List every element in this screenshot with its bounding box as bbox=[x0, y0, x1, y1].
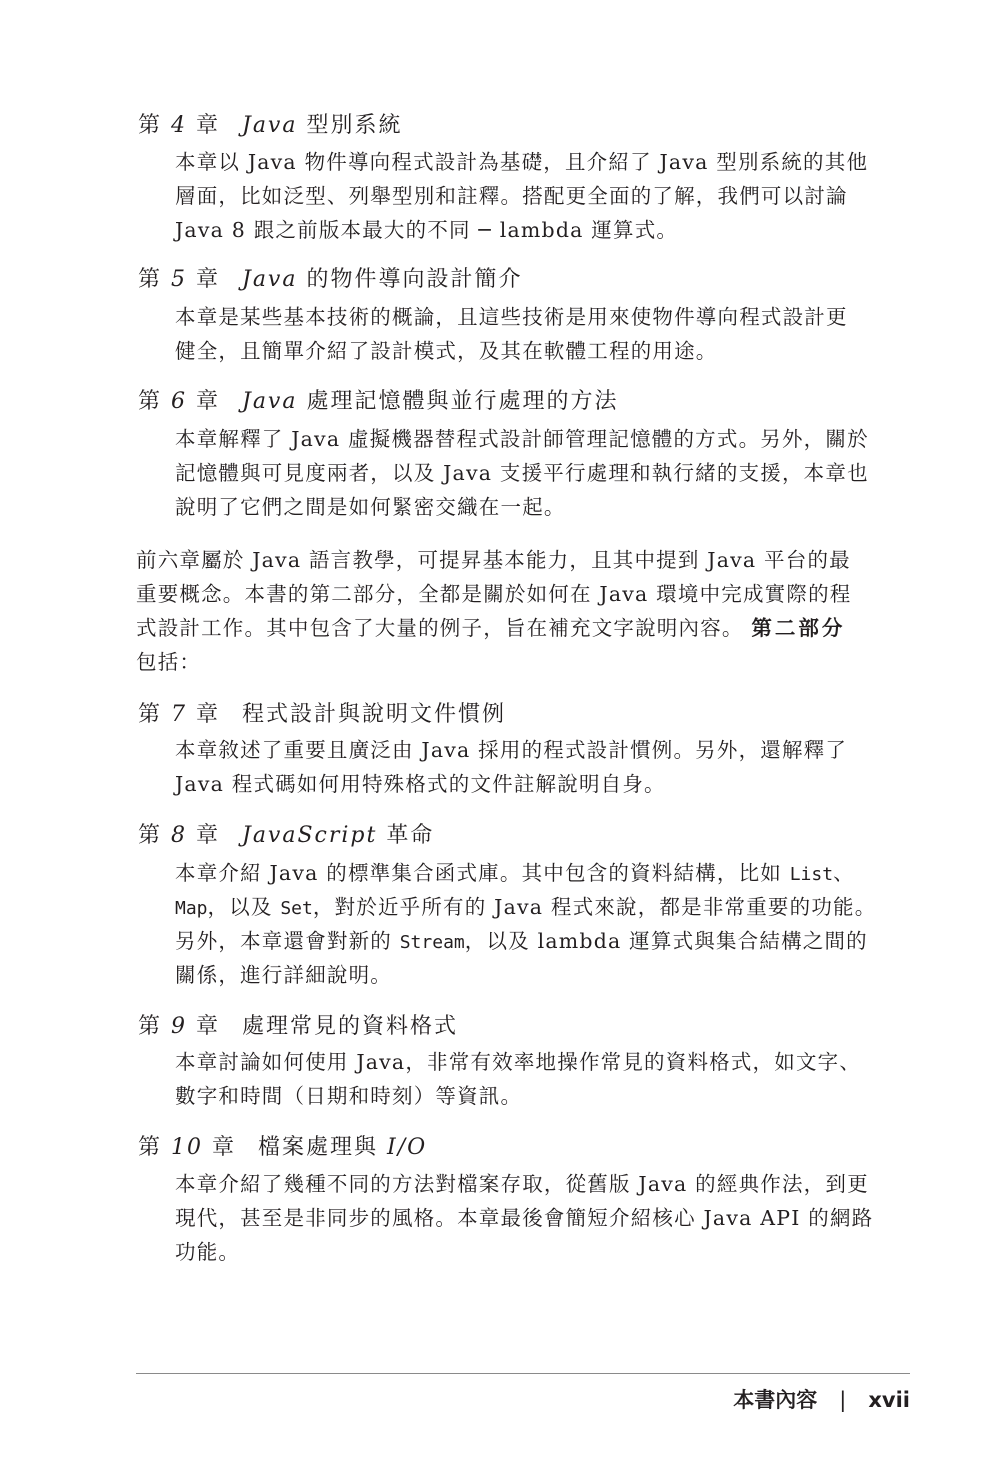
chapter-title: JavaScript 革命 bbox=[242, 823, 435, 848]
part-two-intro bbox=[136, 543, 851, 679]
footer-divider bbox=[136, 1373, 910, 1374]
chapter-7-description bbox=[175, 733, 847, 801]
text-line: Map，以及 Set，對於近乎所有的 Java 程式來說，都是非常重要的功能。 bbox=[175, 895, 877, 919]
chapter-10-description bbox=[175, 1167, 873, 1269]
chapter-title: 檔案處理與 I/O bbox=[258, 1135, 428, 1160]
page-number: xvii bbox=[868, 1388, 910, 1412]
text-line: 本章介紹了幾種不同的方法對檔案存取，從舊版 Java 的經典作法，到更 bbox=[175, 1172, 869, 1196]
text-line: 本章介紹 Java 的標準集合函式庫。其中包含的資料結構，比如 List、 bbox=[175, 861, 855, 885]
text-line: 功能。 bbox=[175, 1240, 241, 1264]
chapter-8-heading bbox=[138, 818, 434, 849]
chapter-label: 第 10 章 bbox=[138, 1135, 236, 1160]
text-line: 現代，甚至是非同步的風格。本章最後會簡短介紹核心 Java API 的網路 bbox=[175, 1206, 874, 1230]
text-line: Java 程式碼如何用特殊格式的文件註解說明自身。 bbox=[175, 772, 666, 796]
chapter-4-description bbox=[175, 145, 868, 247]
text-line: 前六章屬於 Java 語言教學，可提昇基本能力，且其中提到 Java 平台的最 bbox=[136, 548, 851, 572]
chapter-7-heading bbox=[138, 697, 506, 728]
code-stream: Stream bbox=[399, 932, 465, 953]
text-line: 本章討論如何使用 Java，非常有效率地操作常見的資料格式，如文字、 bbox=[175, 1050, 862, 1074]
chapter-title: Java 處理記憶體與並行處理的方法 bbox=[242, 389, 619, 414]
code-list: List bbox=[789, 864, 834, 885]
code-set: Set bbox=[280, 898, 313, 919]
text-line: 說明了它們之間是如何緊密交織在一起。 bbox=[175, 495, 566, 519]
chapter-5-description bbox=[175, 300, 848, 368]
chapter-label: 第 8 章 bbox=[138, 823, 220, 848]
text-line: 關係，進行詳細說明。 bbox=[175, 963, 392, 987]
chapter-title: Java 的物件導向設計簡介 bbox=[242, 267, 523, 292]
part-two-emphasis: 第二部分 bbox=[751, 616, 846, 640]
chapter-8-description bbox=[175, 856, 876, 992]
chapter-5-heading bbox=[138, 262, 522, 293]
chapter-label: 第 7 章 bbox=[138, 702, 220, 727]
text-line: 本章解釋了 Java 虛擬機器替程式設計師管理記憶體的方式。另外，關於 bbox=[175, 427, 869, 451]
text-line: 本章是某些基本技術的概論，且這些技術是用來使物件導向程式設計更 bbox=[175, 305, 848, 329]
text-line: 重要概念。本書的第二部分，全都是關於如何在 Java 環境中完成實際的程 bbox=[136, 582, 852, 606]
chapter-6-heading bbox=[138, 384, 618, 415]
text-line: 健全，且簡單介紹了設計模式，及其在軟體工程的用途。 bbox=[175, 339, 718, 363]
chapter-label: 第 9 章 bbox=[138, 1014, 220, 1039]
footer-separator: | bbox=[839, 1388, 847, 1412]
chapter-9-description bbox=[175, 1045, 861, 1113]
chapter-10-heading bbox=[138, 1130, 427, 1161]
text-line: 另外，本章還會對新的 Stream，以及 lambda 運算式與集合結構之間的 bbox=[175, 929, 868, 953]
text-line: 包括： bbox=[136, 650, 202, 674]
chapter-label: 第 6 章 bbox=[138, 389, 220, 414]
text-line: 層面，比如泛型、列舉型別和註釋。搭配更全面的了解，我們可以討論 bbox=[175, 184, 848, 208]
chapter-6-description bbox=[175, 422, 869, 524]
chapter-title: Java 型別系統 bbox=[242, 113, 403, 138]
text-line: 式設計工作。其中包含了大量的例子，旨在補充文字說明內容。 第二部分 bbox=[136, 616, 846, 640]
text-line: 本章以 Java 物件導向程式設計為基礎，且介紹了 Java 型別系統的其他 bbox=[175, 150, 869, 174]
page-footer bbox=[733, 1384, 910, 1414]
footer-section-title: 本書內容 bbox=[733, 1388, 818, 1412]
text-line: 本章敘述了重要且廣泛由 Java 採用的程式設計慣例。另外，還解釋了 bbox=[175, 738, 848, 762]
chapter-4-heading bbox=[138, 108, 402, 139]
chapter-title: 處理常見的資料格式 bbox=[242, 1014, 459, 1039]
chapter-9-heading bbox=[138, 1009, 458, 1040]
chapter-label: 第 4 章 bbox=[138, 113, 220, 138]
text-line: 數字和時間（日期和時刻）等資訊。 bbox=[175, 1084, 523, 1108]
text-line: 記憶體與可見度兩者，以及 Java 支援平行處理和執行緒的支援，本章也 bbox=[175, 461, 869, 485]
code-map: Map bbox=[175, 898, 208, 919]
text-line: Java 8 跟之前版本最大的不同 ─ lambda 運算式。 bbox=[175, 218, 679, 242]
chapter-label: 第 5 章 bbox=[138, 267, 220, 292]
chapter-title: 程式設計與說明文件慣例 bbox=[242, 702, 507, 727]
